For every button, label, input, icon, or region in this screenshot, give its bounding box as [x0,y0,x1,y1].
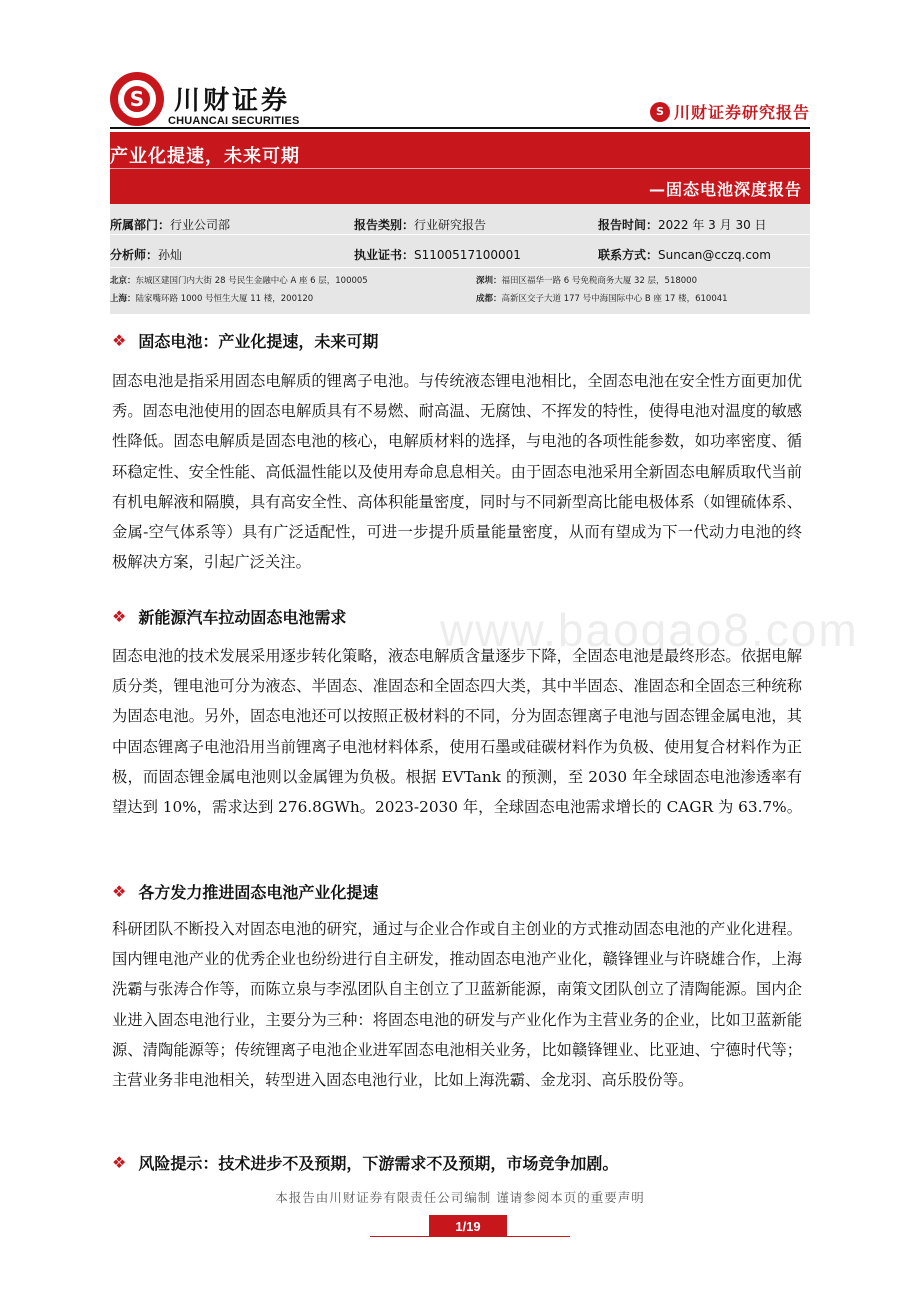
address-value: 陆家嘴环路 1000 号恒生大厦 11 楼，200120 [135,294,314,304]
brand-mini-logo-icon: S [650,102,670,122]
report-info-panel [110,204,810,314]
footer-notice: 本报告由川财证券有限责任公司编制 谨请参阅本页的重要声明 [275,1190,645,1205]
section-heading-text: 各方发力推进固态电池产业化提速 [138,883,379,902]
page-number: 1/19 [429,1215,507,1237]
diamond-bullet-icon: ❖ [112,882,127,901]
address-value: 高新区交子大道 177 号中海国际中心 B 座 17 楼，610041 [501,294,728,304]
contact-value: Suncan@cczq.com [658,248,771,262]
section-heading-text: 固态电池：产业化提速，未来可期 [138,332,379,351]
report-tag [650,100,810,123]
cert-value: S1100517100001 [414,248,521,262]
risk-heading [112,1151,618,1174]
dept-field [110,216,230,233]
address-shenzhen [476,274,697,286]
diamond-bullet-icon: ❖ [112,331,127,350]
address-value: 福田区福华一路 6 号免税商务大厦 32 层，518000 [501,276,697,286]
cert-field [354,246,521,263]
cert-label: 执业证书： [354,248,415,262]
brand-name: 川财证券 [174,86,291,116]
brand-logo: S [110,72,164,126]
section-heading [112,605,346,628]
banner-divider [110,168,810,169]
watermark: www.baogao8.com [440,604,859,656]
section-heading-text: 新能源汽车拉动固态电池需求 [138,608,347,627]
address-label: 上海： [110,294,136,304]
contact-field [598,246,771,263]
risk-heading-text: 风险提示：技术进步不及预期，下游需求不及预期，市场竞争加剧。 [138,1154,619,1173]
info-divider [110,234,810,235]
section-paragraph: 固态电池是指采用固态电解质的锂离子电池。与传统液态锂电池相比，全固态电池在安全性方面更加优秀。固态电池使用的固态电解质具有不易燃、耐高温、无腐蚀、不挥发的特性，使得电池对温度的敏感性降低。固态电解质是固态电池的核心，电解质材料的选择，与电池的各项性能参数，如功率密度、循环稳定性、安全性能、高低温性能以及使用寿命息息相关。由于固态电池采用全新固态电解质取代当前有机电解液和隔膜，具有高安全性、高体积能量密度，同时与不同新型高比能电极体系（如锂硫体系、金属-空气体系等）具有广泛适配性，可进一步提升质量能量密度，从而有望成为下一代动力电池的终极解决方案，引起广泛关注。 [112,372,802,572]
header-divider [110,127,810,129]
type-field [354,216,486,233]
brand-name-en: CHUANCAI SECURITIES [168,115,300,127]
section-paragraph: 固态电池的技术发展采用逐步转化策略，液态电解质含量逐步下降，全固态电池是最终形态。依据电解质分类，锂电池可分为液态、半固态、准固态和全固态四大类，其中半固态、准固态和全固态三种统称为固态电池。另外，固态电池还可以按照正极材料的不同，分为固态锂离子电池与固态锂金属电池，其中固态锂离子电池沿用当前锂离子电池材料体系，使用石墨或硅碳材料作为负极、使用复合材料作为正极，而固态锂金属电池则以金属锂为负极。根据 EVTank 的预测，至 2030 年全球固态电池渗透率有望达到 10%，需求达到 276.8GWh。2023-2030 年，全球固态电池需求增长的 CAGR 为 63.7%。 [112,647,802,817]
section-heading [112,329,378,352]
section-heading [112,880,378,903]
address-chengdu [476,292,728,304]
analyst-field [110,246,182,263]
info-divider [110,267,810,268]
contact-label: 联系方式： [598,248,659,262]
section-paragraph: 科研团队不断投入对固态电池的研究，通过与企业合作或自主创业的方式推动固态电池的产业化进程。国内锂电池产业的优秀企业也纷纷进行自主研发，推动固态电池产业化，赣锋锂业与许晓雄合作，上海洗霸与张涛合作等，而陈立泉与李泓团队自主创立了卫蓝新能源，南策文团队创立了清陶能源。国内企业进入固态电池行业，主要分为三种：将固态电池的研发与产业化作为主营业务的企业，比如卫蓝新能源、清陶能源等；传统锂离子电池企业进军固态电池相关业务，比如赣锋锂业、比亚迪、宁德时代等；主营业务非电池相关，转型进入固态电池行业，比如上海洗霸、金龙羽、高乐股份等。 [112,920,802,1090]
address-label: 北京： [110,276,136,286]
date-label: 报告时间： [598,218,659,232]
address-shanghai [110,292,313,304]
address-label: 深圳： [476,276,502,286]
dept-label: 所属部门： [110,218,171,232]
dept-value: 行业公司部 [170,218,231,232]
diamond-bullet-icon: ❖ [112,1153,127,1172]
type-label: 报告类别： [354,218,415,232]
date-value: 2022 年 3 月 30 日 [658,218,767,232]
analyst-value: 孙灿 [158,248,183,262]
report-title: 产业化提速，未来可期 [110,146,300,167]
address-beijing [110,274,368,286]
address-value: 东城区建国门内大街 28 号民生金融中心 A 座 6 层，100005 [135,276,368,286]
report-tag-label: 川财证券研究报告 [673,103,810,122]
date-field [598,216,767,233]
diamond-bullet-icon: ❖ [112,607,127,626]
type-value: 行业研究报告 [414,218,487,232]
address-label: 成都： [476,294,502,304]
analyst-label: 分析师： [110,248,159,262]
report-subtitle: —固态电池深度报告 [648,180,802,199]
